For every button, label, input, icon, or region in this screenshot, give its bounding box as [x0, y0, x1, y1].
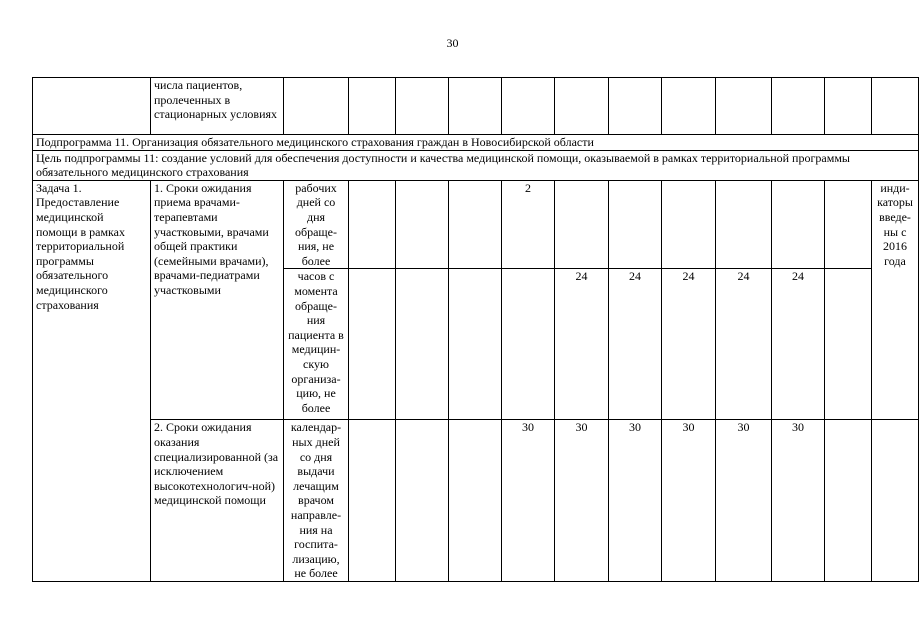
value-cell: 30 [555, 420, 609, 582]
empty-cell [349, 420, 396, 582]
page-number: 30 [446, 36, 459, 50]
empty-cell [349, 78, 396, 135]
value-cell: 24 [772, 269, 825, 420]
note-cell: инди-каторы введе-ны с 2016 года [872, 180, 919, 420]
empty-cell [716, 78, 772, 135]
empty-cell [449, 420, 502, 582]
continuation-row [33, 78, 919, 135]
empty-cell [449, 180, 502, 269]
empty-cell [555, 78, 609, 135]
empty-cell [284, 78, 349, 135]
subprogram-title: Подпрограмма 11. Организация обязательного медицинского страхования граждан в Новосибирской области [33, 135, 919, 151]
indicator-row [33, 180, 919, 269]
empty-cell [825, 420, 872, 582]
indicator-name-cell: числа пациентов, пролеченных в стационарных условиях [151, 78, 284, 135]
empty-cell [772, 78, 825, 135]
empty-cell [609, 78, 662, 135]
empty-cell [449, 269, 502, 420]
value-cell [502, 269, 555, 420]
indicator-name-cell: 1. Сроки ожидания приема врачами-терапевтами участковыми, врачами общей практики (семейными врачами), врачами-педиатрами участковыми [151, 180, 284, 420]
value-cell: 30 [502, 420, 555, 582]
empty-cell [396, 78, 449, 135]
empty-cell [349, 180, 396, 269]
value-cell: 24 [662, 269, 716, 420]
empty-cell [396, 420, 449, 582]
unit-cell: часов с момента обраще-ния пациента в медицин-скую организа-цию, не более [284, 269, 349, 420]
empty-cell [396, 269, 449, 420]
empty-cell [33, 78, 151, 135]
unit-cell: календар-ных дней со дня выдачи лечащим врачом направле-ния на госпита-лизацию, не более [284, 420, 349, 582]
indicator-name-cell: 2. Сроки ожидания оказания специализированной (за исключением высокотехнологич-ной) медицинской помощи [151, 420, 284, 582]
value-cell: 30 [716, 420, 772, 582]
value-cell: 30 [772, 420, 825, 582]
empty-cell [502, 78, 555, 135]
value-cell [772, 180, 825, 269]
value-cell: 24 [716, 269, 772, 420]
unit-cell: рабочих дней со дня обраще-ния, не более [284, 180, 349, 269]
value-cell [609, 180, 662, 269]
value-cell: 30 [662, 420, 716, 582]
subprogram-goal: Цель подпрограммы 11: создание условий для обеспечения доступности и качества медицинской помощи, оказываемой в рамках территориальной программы обязательного медицинского страхования [33, 150, 919, 180]
value-cell: 2 [502, 180, 555, 269]
empty-cell [662, 78, 716, 135]
empty-cell [872, 78, 919, 135]
empty-cell [872, 420, 919, 582]
value-cell [662, 180, 716, 269]
indicator-table [32, 77, 919, 582]
subprogram-row [33, 135, 919, 151]
value-cell: 24 [609, 269, 662, 420]
indicator-row [33, 420, 919, 582]
empty-cell [449, 78, 502, 135]
value-cell: 24 [555, 269, 609, 420]
empty-cell [825, 269, 872, 420]
empty-cell [349, 269, 396, 420]
empty-cell [396, 180, 449, 269]
empty-cell [825, 78, 872, 135]
empty-cell [825, 180, 872, 269]
value-cell [555, 180, 609, 269]
task-cell: Задача 1. Предоставление медицинской помощи в рамках территориальной программы обязательного медицинского страхования [33, 180, 151, 582]
value-cell: 30 [609, 420, 662, 582]
goal-row [33, 150, 919, 180]
value-cell [716, 180, 772, 269]
